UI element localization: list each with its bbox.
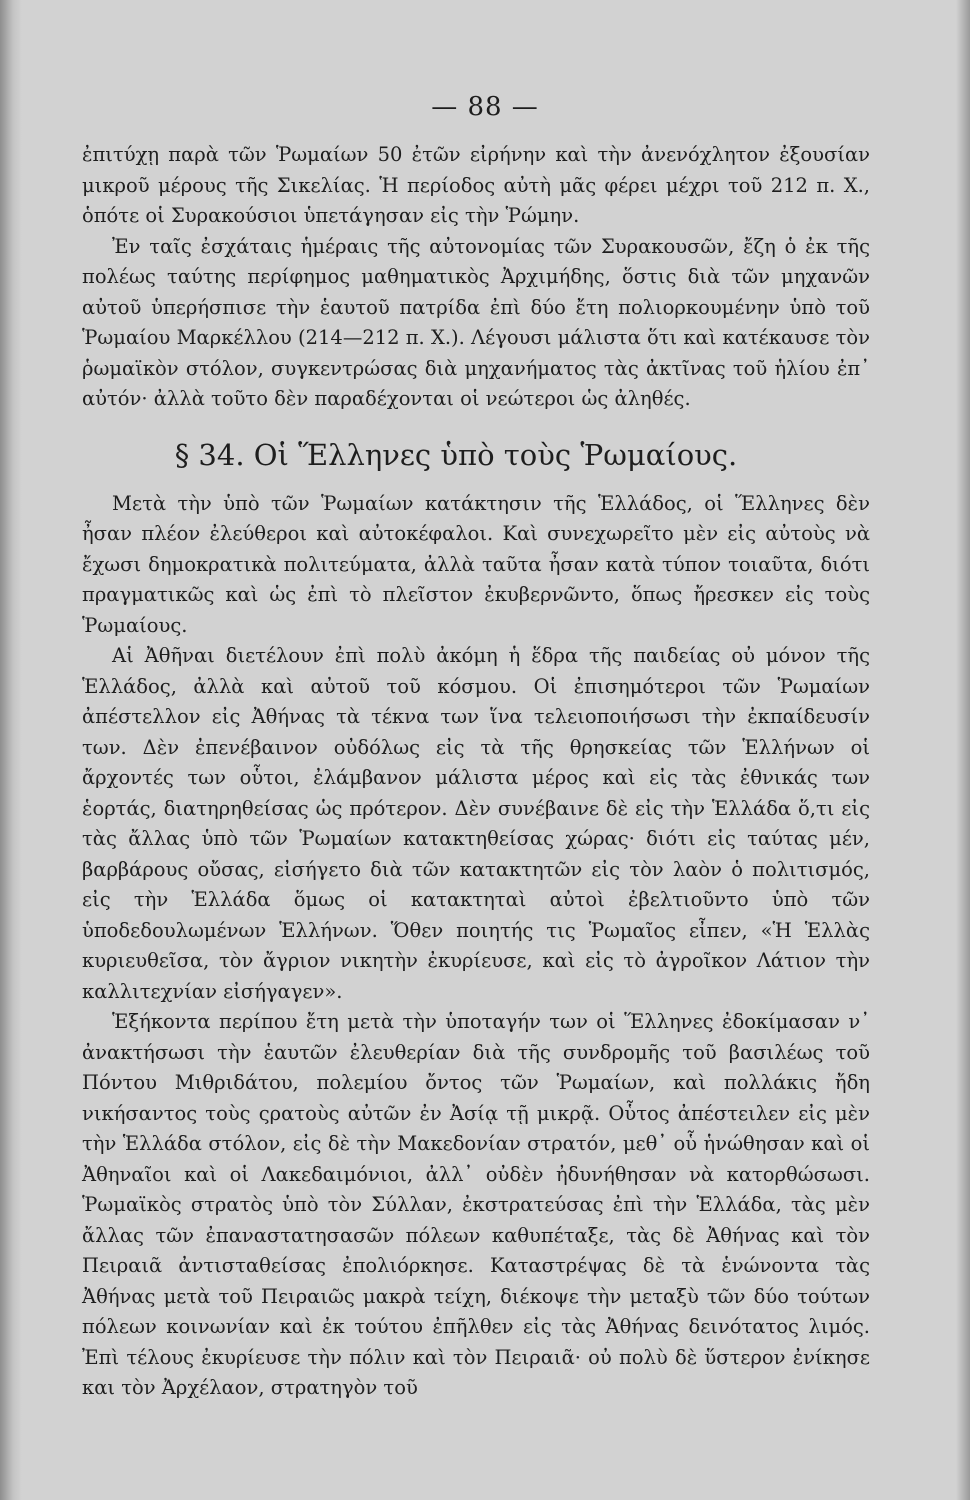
page-body: [82, 140, 870, 1404]
paragraph-mithridates: Ἑξήκοντα περίπου ἔτη μετὰ τὴν ὑποταγήν των οἱ Ἕλληνες ἐδοκίμασαν ν᾽ ἀνακτήσωσι τὴν ἑαυτῶν ἐλευθερίαν διὰ τῆς συνδρομῆς τοῦ βασιλέως τοῦ Πόντου Μιθριδάτου, πολεμίου ὄντος τῶν Ῥωμαίων, καὶ πολλάκις ἤδη νικήσαντος τοὺς ςρατοὺς αὐτῶν ἐν Ἀσίᾳ τῇ μικρᾷ. Οὗτος ἀπέστειλεν εἰς μὲν τὴν Ἑλλάδα στόλον, εἰς δὲ τὴν Μακεδονίαν στρατόν, μεθ᾽ οὗ ἡνώθησαν καὶ οἱ Ἀθηναῖοι καὶ οἱ Λακεδαιμόνιοι, ἀλλ᾽ οὐδὲν ἠδυνήθησαν νὰ κατορθώσωσι. Ῥωμαϊκὸς στρατὸς ὑπὸ τὸν Σύλλαν, ἐκστρατεύσας ἐπὶ τὴν Ἑλλάδα, τὰς μὲν ἄλλας τῶν ἐπαναστατησασῶν πόλεων καθυπέταξε, τὰς δὲ Ἀθήνας καὶ τὸν Πειραιᾶ ἀντισταθείσας ἐπολιόρκησε. Καταστρέψας δὲ τὰ ἑνώνοντα τὰς Ἀθήνας μετὰ τοῦ Πειραιῶς μακρὰ τείχη, διέκοψε τὴν μεταξὺ τῶν δύο τούτων πόλεων κοινωνίαν καὶ ἐκ τούτου ἐπῆλθεν εἰς τὰς Ἀθήνας δεινότατος λιμός. Ἐπὶ τέλους ἐκυρίευσε τὴν πόλιν καὶ τὸν Πειραιᾶ· οὐ πολὺ δὲ ὕστερον ἐνίκησε και τὸν Ἀρχέλαον, στρατηγὸν τοῦ: [82, 1010, 870, 1399]
paragraph-roman-conquest: Μετὰ τὴν ὑπὸ τῶν Ῥωμαίων κατάκτησιν τῆς Ἑλλάδος, οἱ Ἕλληνες δὲν ἦσαν πλέον ἐλεύθεροι καὶ αὐτοκέφαλοι. Καὶ συνεχωρεῖτο μὲν εἰς αὐτοὺς νὰ ἔχωσι δημοκρατικὰ πολιτεύματα, ἀλλὰ ταῦτα ἦσαν κατὰ τύπον τοιαῦτα, διότι πραγματικῶς καὶ ὡς ἐπὶ τὸ πλεῖστον ἐκυβερνῶντο, ὅπως ἤρεσκεν εἰς τοὺς Ῥωμαίους.: [82, 491, 870, 637]
page-number: — 88 —: [431, 92, 539, 122]
paragraph-athens-education: Αἱ Ἀθῆναι διετέλουν ἐπὶ πολὺ ἀκόμη ἡ ἕδρα τῆς παιδείας οὐ μόνον τῆς Ἑλλάδος, ἀλλὰ καὶ αὐτοῦ τοῦ κόσμου. Οἱ ἐπισημότεροι τῶν Ῥωμαίων ἀπέστελλον εἰς Ἀθήνας τὰ τέκνα των ἵνα τελειοποιήσωσι τὴν ἐκπαίδευσίν των. Δὲν ἐπενέβαινον οὐδόλως εἰς τὰ τῆς θρησκείας τῶν Ἑλλήνων οἱ ἄρχοντές των οὗτοι, ἐλάμβανον μάλιστα μέρος καὶ εἰς τὰς ἐθνικάς των ἑορτάς, διατηρηθείσας ὡς πρότερον. Δὲν συνέβαινε δὲ εἰς τὴν Ἑλλάδα ὅ,τι εἰς τὰς ἄλλας ὑπὸ τῶν Ῥωμαίων κατακτηθείσας χώρας· διότι εἰς ταύτας μέν, βαρβάρους οὔσας, εἰσήγετο διὰ τῶν κατακτητῶν εἰς τὸν λαὸν ὁ πολιτισμός, εἰς τὴν Ἑλλάδα ὅμως οἱ κατακτηταὶ αὐτοὶ ἐβελτιοῦντο ὑπὸ τῶν ὑποδεδουλωμένων Ἑλλήνων. Ὅθεν ποιητής τις Ῥωμαῖος εἶπεν, «Ἡ Ἑλλὰς κυριευθεῖσα, τὸν ἄγριον νικητὴν ἐκυρίευσε, καὶ εἰς τὸ ἀγροῖκον Λάτιον τὴν καλλιτεχνίαν εἰσήγαγεν».: [82, 644, 870, 1003]
section-heading: § 34. Οἱ Ἕλληνες ὑπὸ τοὺς Ῥωμαίους.: [174, 437, 738, 472]
paragraph-archimedes: Ἐν ταῖς ἐσχάταις ἡμέραις τῆς αὐτονομίας τῶν Συρακουσῶν, ἔζη ὁ ἐκ τῆς πολέως ταύτης περίφημος μαθηματικὸς Ἀρχιμήδης, ὅστις διὰ τῶν μηχανῶν αὐτοῦ ὑπερήσπισε τὴν ἑαυτοῦ πατρίδα ἐπὶ δύο ἔτη πολιορκουμένην ὑπὸ τοῦ Ῥωμαίου Μαρκέλλου (214—212 π. Χ.). Λέγουσι μάλιστα ὅτι καὶ κατέκαυσε τὸν ῥωμαϊκὸν στόλον, συγκεντρώσας διὰ μηχανήματος τὰς ἀκτῖνας τοῦ ἡλίου ἐπ᾽ αὐτόν· ἀλλὰ τοῦτο δὲν παραδέχονται οἱ νεώτεροι ὡς ἀληθές.: [82, 234, 870, 410]
paragraph-continuation: ἐπιτύχῃ παρὰ τῶν Ῥωμαίων 50 ἐτῶν εἰρήνην καὶ τὴν ἀνενόχλητον ἐξουσίαν μικροῦ μέρους τῆς Σικελίας. Ἡ περίοδος αὐτὴ μᾶς φέρει μέχρι τοῦ 212 π. Χ., ὁπότε οἱ Συρακούσιοι ὑπετάγησαν εἰς τὴν Ῥώμην.: [82, 143, 870, 227]
